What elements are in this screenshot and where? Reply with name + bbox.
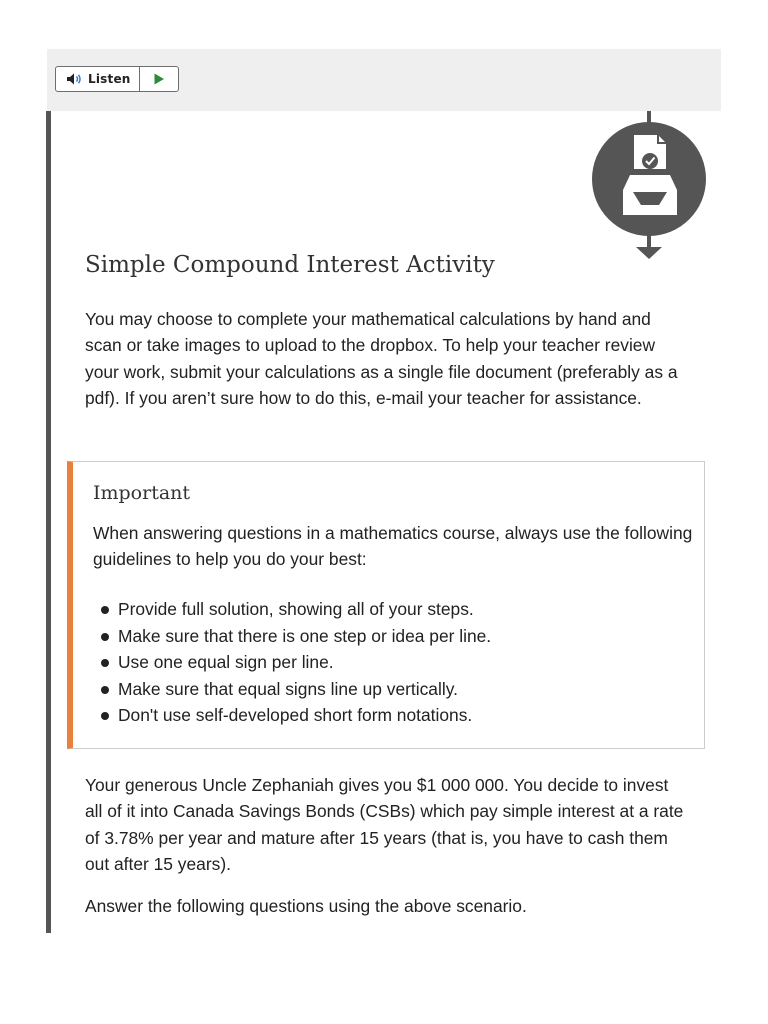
important-text: When answering questions in a mathematics course, always use the following guidelines to help you do your best: <box>93 523 693 570</box>
list-item: Use one equal sign per line. <box>93 649 491 676</box>
listen-button[interactable] <box>56 67 140 91</box>
list-item: Make sure that equal signs line up vertically. <box>93 676 491 703</box>
list-item: Make sure that there is one step or idea per line. <box>93 623 491 650</box>
list-item: Provide full solution, showing all of your steps. <box>93 596 491 623</box>
important-title: Important <box>93 482 191 504</box>
list-item: Don't use self-developed short form notations. <box>93 702 491 729</box>
play-icon <box>153 73 165 85</box>
toolbar <box>47 49 721 111</box>
important-callout <box>67 461 705 749</box>
guidelines-list <box>93 596 491 729</box>
scenario-paragraph: Your generous Uncle Zephaniah gives you $1 000 000. You decide to invest all of it into Canada Savings Bonds (CSBs) which pay simple interest at a rate of 3.78% per year and mature after 15 years (that is, you have to cash them out after 15 years). <box>85 775 684 875</box>
listen-label: Listen <box>88 72 131 86</box>
listen-widget <box>55 66 179 92</box>
page-title: Simple Compound Interest Activity <box>85 252 495 278</box>
speaker-icon <box>66 72 83 86</box>
lesson-content <box>46 111 721 933</box>
answer-prompt: Answer the following questions using the above scenario. <box>85 896 527 916</box>
dropbox-icon <box>589 111 711 261</box>
intro-paragraph: You may choose to complete your mathematical calculations by hand and scan or take images to upload to the dropbox. To help your teacher review your work, submit your calculations as a single file document (preferably as a pdf). If you aren’t sure how to do this, e-mail your teacher for assistance. <box>85 309 678 409</box>
play-button[interactable] <box>140 67 178 91</box>
